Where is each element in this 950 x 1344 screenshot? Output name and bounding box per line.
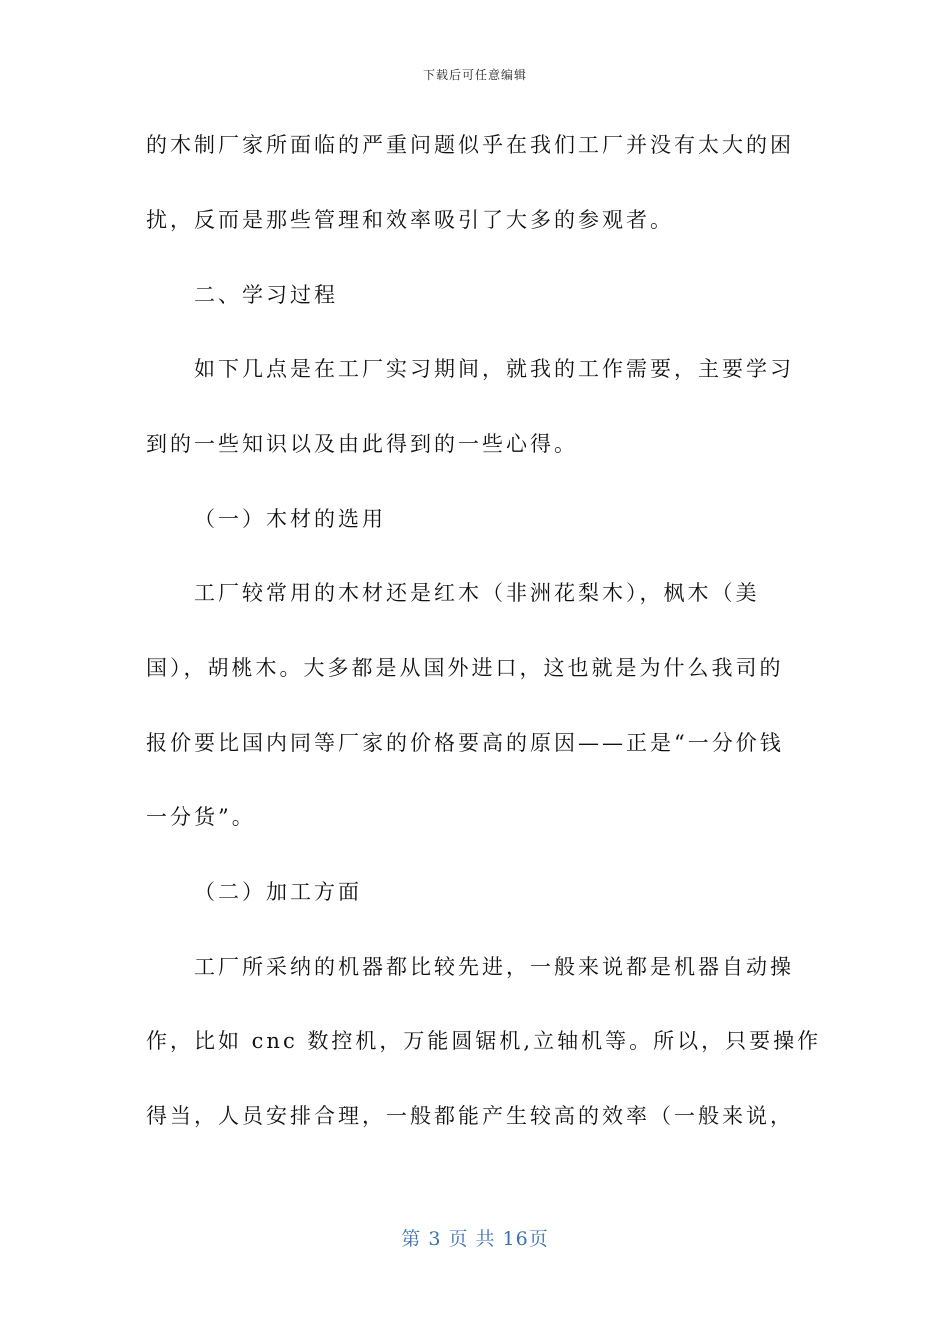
subheading-processing: （二）加工方面 — [194, 880, 362, 904]
body-line-8: 国），胡桃木。大多都是从国外进口，这也就是为什么我司的 — [146, 656, 784, 680]
body-line-13: 作，比如 cnc 数控机，万能圆锯机,立轴机等。所以，只要操作 — [146, 1029, 822, 1053]
body-line-9: 报价要比国内同等厂家的价格要高的原因——正是“一分价钱 — [146, 731, 784, 755]
subheading-wood-selection: （一）木材的选用 — [194, 507, 386, 531]
body-line-4: 如下几点是在工厂实习期间，就我的工作需要，主要学习 — [194, 357, 794, 381]
header-note: 下载后可任意编辑 — [422, 68, 527, 82]
body-line-2: 扰，反而是那些管理和效率吸引了大多的参观者。 — [146, 208, 674, 232]
section-heading-learning-process: 二、学习过程 — [194, 283, 338, 307]
page-number-footer: 第 3 页 共 16页 — [401, 1228, 549, 1250]
body-line-7: 工厂较常用的木材还是红木（非洲花梨木），枫木（美 — [194, 581, 760, 605]
body-line-14: 得当，人员安排合理，一般都能产生较高的效率（一般来说， — [146, 1104, 794, 1128]
body-line-5: 到的一些知识以及由此得到的一些心得。 — [146, 432, 578, 456]
body-line-10: 一分货”。 — [146, 805, 256, 829]
body-line-1: 的木制厂家所面临的严重问题似乎在我们工厂并没有太大的困 — [146, 133, 794, 157]
body-line-12: 工厂所采纳的机器都比较先进，一般来说都是机器自动操 — [194, 955, 794, 979]
